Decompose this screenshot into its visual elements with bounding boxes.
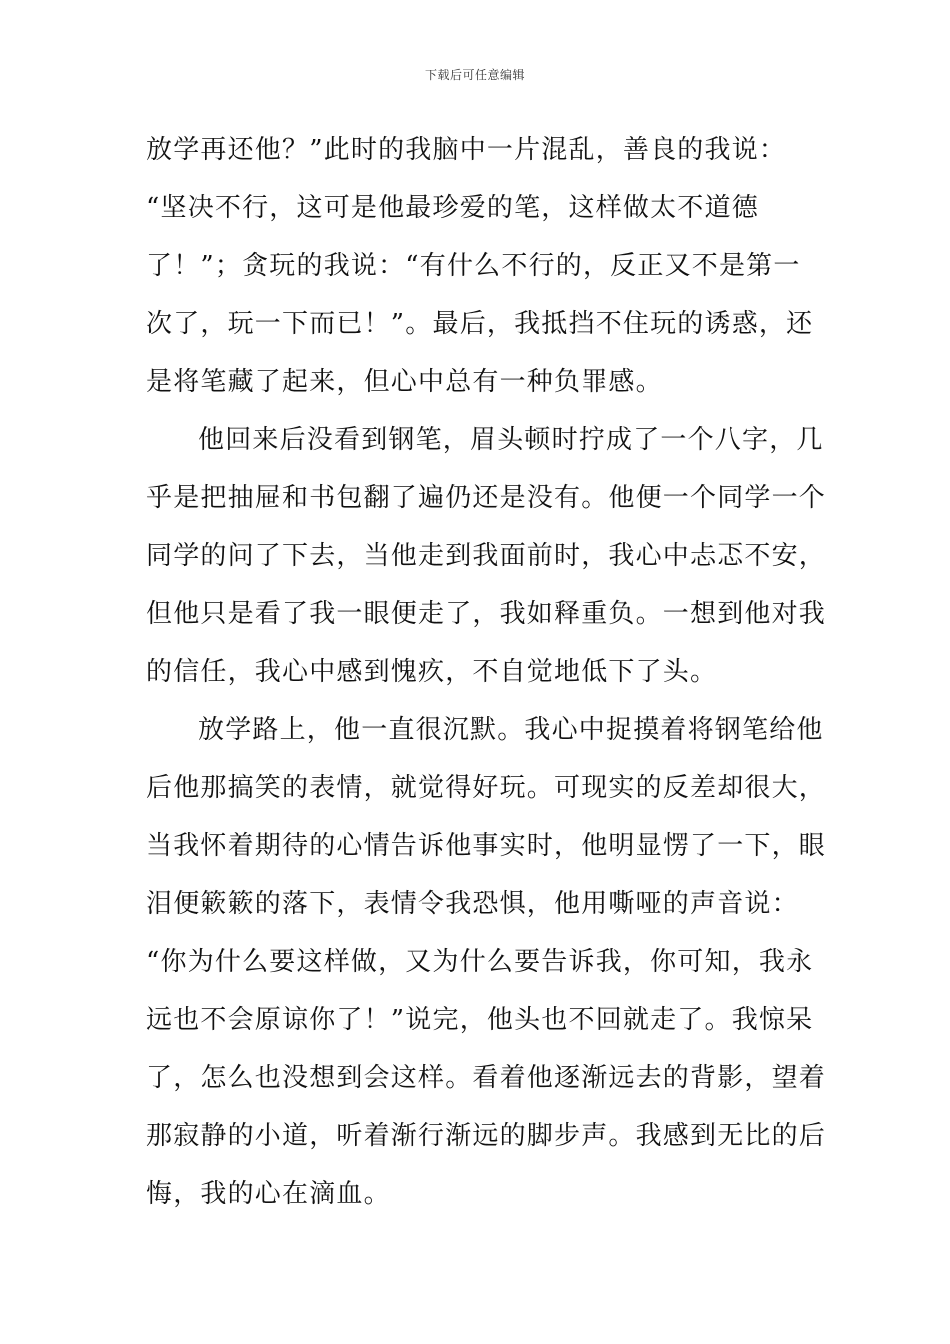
page-header: 下载后可任意编辑 — [424, 68, 525, 82]
text-line: 是将笔藏了起来，但心中总有一种负罪感。 — [146, 367, 663, 397]
text-line: 但他只是看了我一眼便走了，我如释重负。一想到他对我 — [146, 599, 827, 629]
text-line: 放学再还他？”此时的我脑中一片混乱，善良的我说： — [146, 135, 787, 165]
text-line: 悔，我的心在滴血。 — [146, 1179, 391, 1209]
text-line: 后他那搞笑的表情，就觉得好玩。可现实的反差却很大， — [146, 773, 827, 803]
paragraph-first-line: 他回来后没看到钢笔，眉头顿时拧成了一个八字，几 — [198, 425, 824, 455]
text-line: 乎是把抽屉和书包翻了遍仍还是没有。他便一个同学一个 — [146, 483, 827, 513]
paragraph-first-line: 放学路上，他一直很沉默。我心中捉摸着将钢笔给他 — [198, 715, 824, 745]
text-line: 泪便簌簌的落下，表情令我恐惧，他用嘶哑的声音说： — [146, 889, 799, 919]
text-line: 的信任，我心中感到愧疚，不自觉地低下了头。 — [146, 657, 718, 687]
text-line: 次了，玩一下而已！”。最后，我抵挡不住玩的诱惑，还 — [146, 309, 814, 339]
text-line: 了！”；贪玩的我说：“有什么不行的，反正又不是第一 — [146, 251, 801, 281]
text-line: 那寂静的小道，听着渐行渐远的脚步声。我感到无比的后 — [146, 1121, 827, 1151]
text-line: “你为什么要这样做，又为什么要告诉我，你可知，我永 — [146, 947, 814, 977]
text-line: 当我怀着期待的心情告诉他事实时，他明显愣了一下，眼 — [146, 831, 827, 861]
text-line: 同学的问了下去，当他走到我面前时，我心中忐忑不安， — [146, 541, 827, 571]
text-line: 了，怎么也没想到会这样。看着他逐渐远去的背影，望着 — [146, 1063, 827, 1093]
text-line: 远也不会原谅你了！”说完，他头也不回就走了。我惊呆 — [146, 1005, 814, 1035]
text-line: “坚决不行，这可是他最珍爱的笔，这样做太不道德 — [146, 193, 759, 223]
